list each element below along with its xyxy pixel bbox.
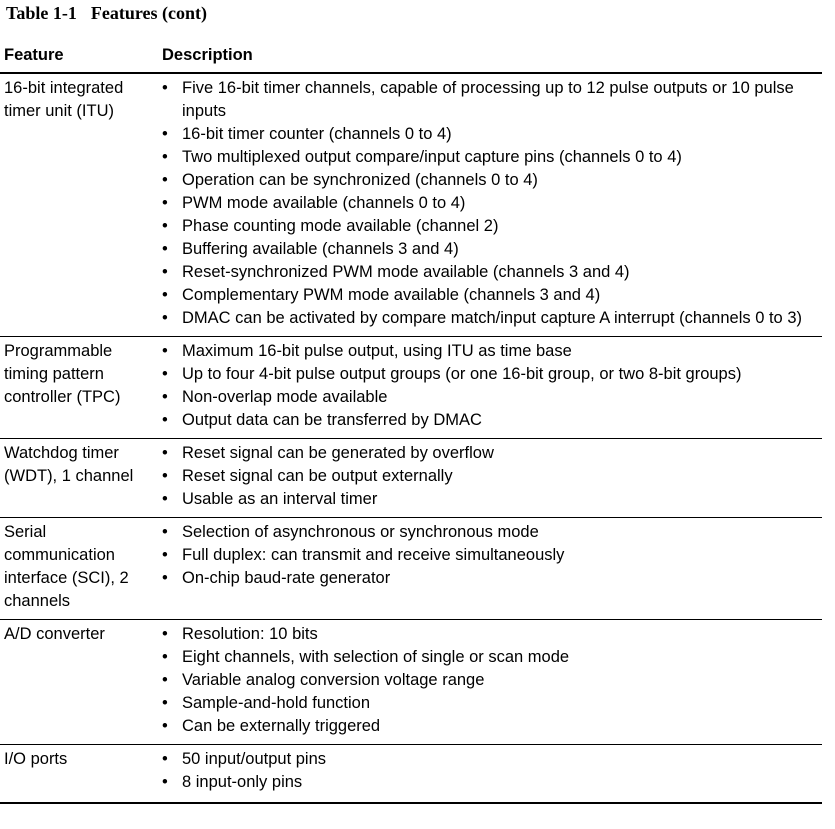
feature-cell: A/D converter (0, 620, 162, 745)
feature-cell: Serial communication interface (SCI), 2 channels (0, 518, 162, 620)
feature-cell: Watchdog timer (WDT), 1 channel (0, 439, 162, 518)
list-item: • Selection of asynchronous or synchronous mode (162, 521, 822, 544)
list-item: • Resolution: 10 bits (162, 623, 822, 646)
list-item: • 8 input-only pins (162, 771, 822, 794)
description-cell (162, 518, 822, 620)
bullet-list (162, 623, 822, 738)
description-column-header: Description (162, 41, 822, 73)
list-item: • Buffering available (channels 3 and 4) (162, 238, 822, 261)
description-cell (162, 337, 822, 439)
table-row (0, 518, 822, 620)
table-row (0, 337, 822, 439)
feature-cell: 16-bit integrated timer unit (ITU) (0, 73, 162, 337)
description-cell (162, 620, 822, 745)
feature-cell: I/O ports (0, 745, 162, 804)
description-cell (162, 73, 822, 337)
list-item: • 16-bit timer counter (channels 0 to 4) (162, 123, 822, 146)
table-row (0, 439, 822, 518)
list-item: • Can be externally triggered (162, 715, 822, 738)
list-item: • Maximum 16-bit pulse output, using ITU as time base (162, 340, 822, 363)
list-item: • DMAC can be activated by compare match/input capture A interrupt (channels 0 to 3) (162, 307, 822, 330)
features-table (0, 41, 822, 804)
table-number: Table 1-1 (6, 3, 77, 23)
bullet-list (162, 340, 822, 432)
list-item: • Reset signal can be generated by overflow (162, 442, 822, 465)
bullet-list (162, 442, 822, 511)
bullet-list (162, 77, 822, 330)
list-item: • Five 16-bit timer channels, capable of processing up to 12 pulse outputs or 10 pulse inputs (162, 77, 822, 123)
list-item: • Operation can be synchronized (channels 0 to 4) (162, 169, 822, 192)
list-item: • Full duplex: can transmit and receive simultaneously (162, 544, 822, 567)
list-item: • Sample-and-hold function (162, 692, 822, 715)
list-item: • Up to four 4-bit pulse output groups (or one 16-bit group, or two 8-bit groups) (162, 363, 822, 386)
list-item: • Eight channels, with selection of single or scan mode (162, 646, 822, 669)
list-item: • Phase counting mode available (channel 2) (162, 215, 822, 238)
description-cell (162, 745, 822, 804)
header-row (0, 41, 822, 73)
table-row (0, 745, 822, 804)
list-item: • Variable analog conversion voltage range (162, 669, 822, 692)
list-item: • 50 input/output pins (162, 748, 822, 771)
feature-column-header: Feature (0, 41, 162, 73)
description-cell (162, 439, 822, 518)
list-item: • Output data can be transferred by DMAC (162, 409, 822, 432)
list-item: • Reset signal can be output externally (162, 465, 822, 488)
table-row (0, 620, 822, 745)
list-item: • On-chip baud-rate generator (162, 567, 822, 590)
table-caption (6, 2, 207, 24)
list-item: • Two multiplexed output compare/input capture pins (channels 0 to 4) (162, 146, 822, 169)
list-item: • Reset-synchronized PWM mode available (channels 3 and 4) (162, 261, 822, 284)
list-item: • Usable as an interval timer (162, 488, 822, 511)
bullet-list (162, 521, 822, 590)
bullet-list (162, 748, 822, 794)
feature-cell: Programmable timing pattern controller (TPC) (0, 337, 162, 439)
list-item: • Complementary PWM mode available (channels 3 and 4) (162, 284, 822, 307)
list-item: • PWM mode available (channels 0 to 4) (162, 192, 822, 215)
table-row (0, 73, 822, 337)
list-item: • Non-overlap mode available (162, 386, 822, 409)
table-title: Features (cont) (90, 3, 207, 23)
